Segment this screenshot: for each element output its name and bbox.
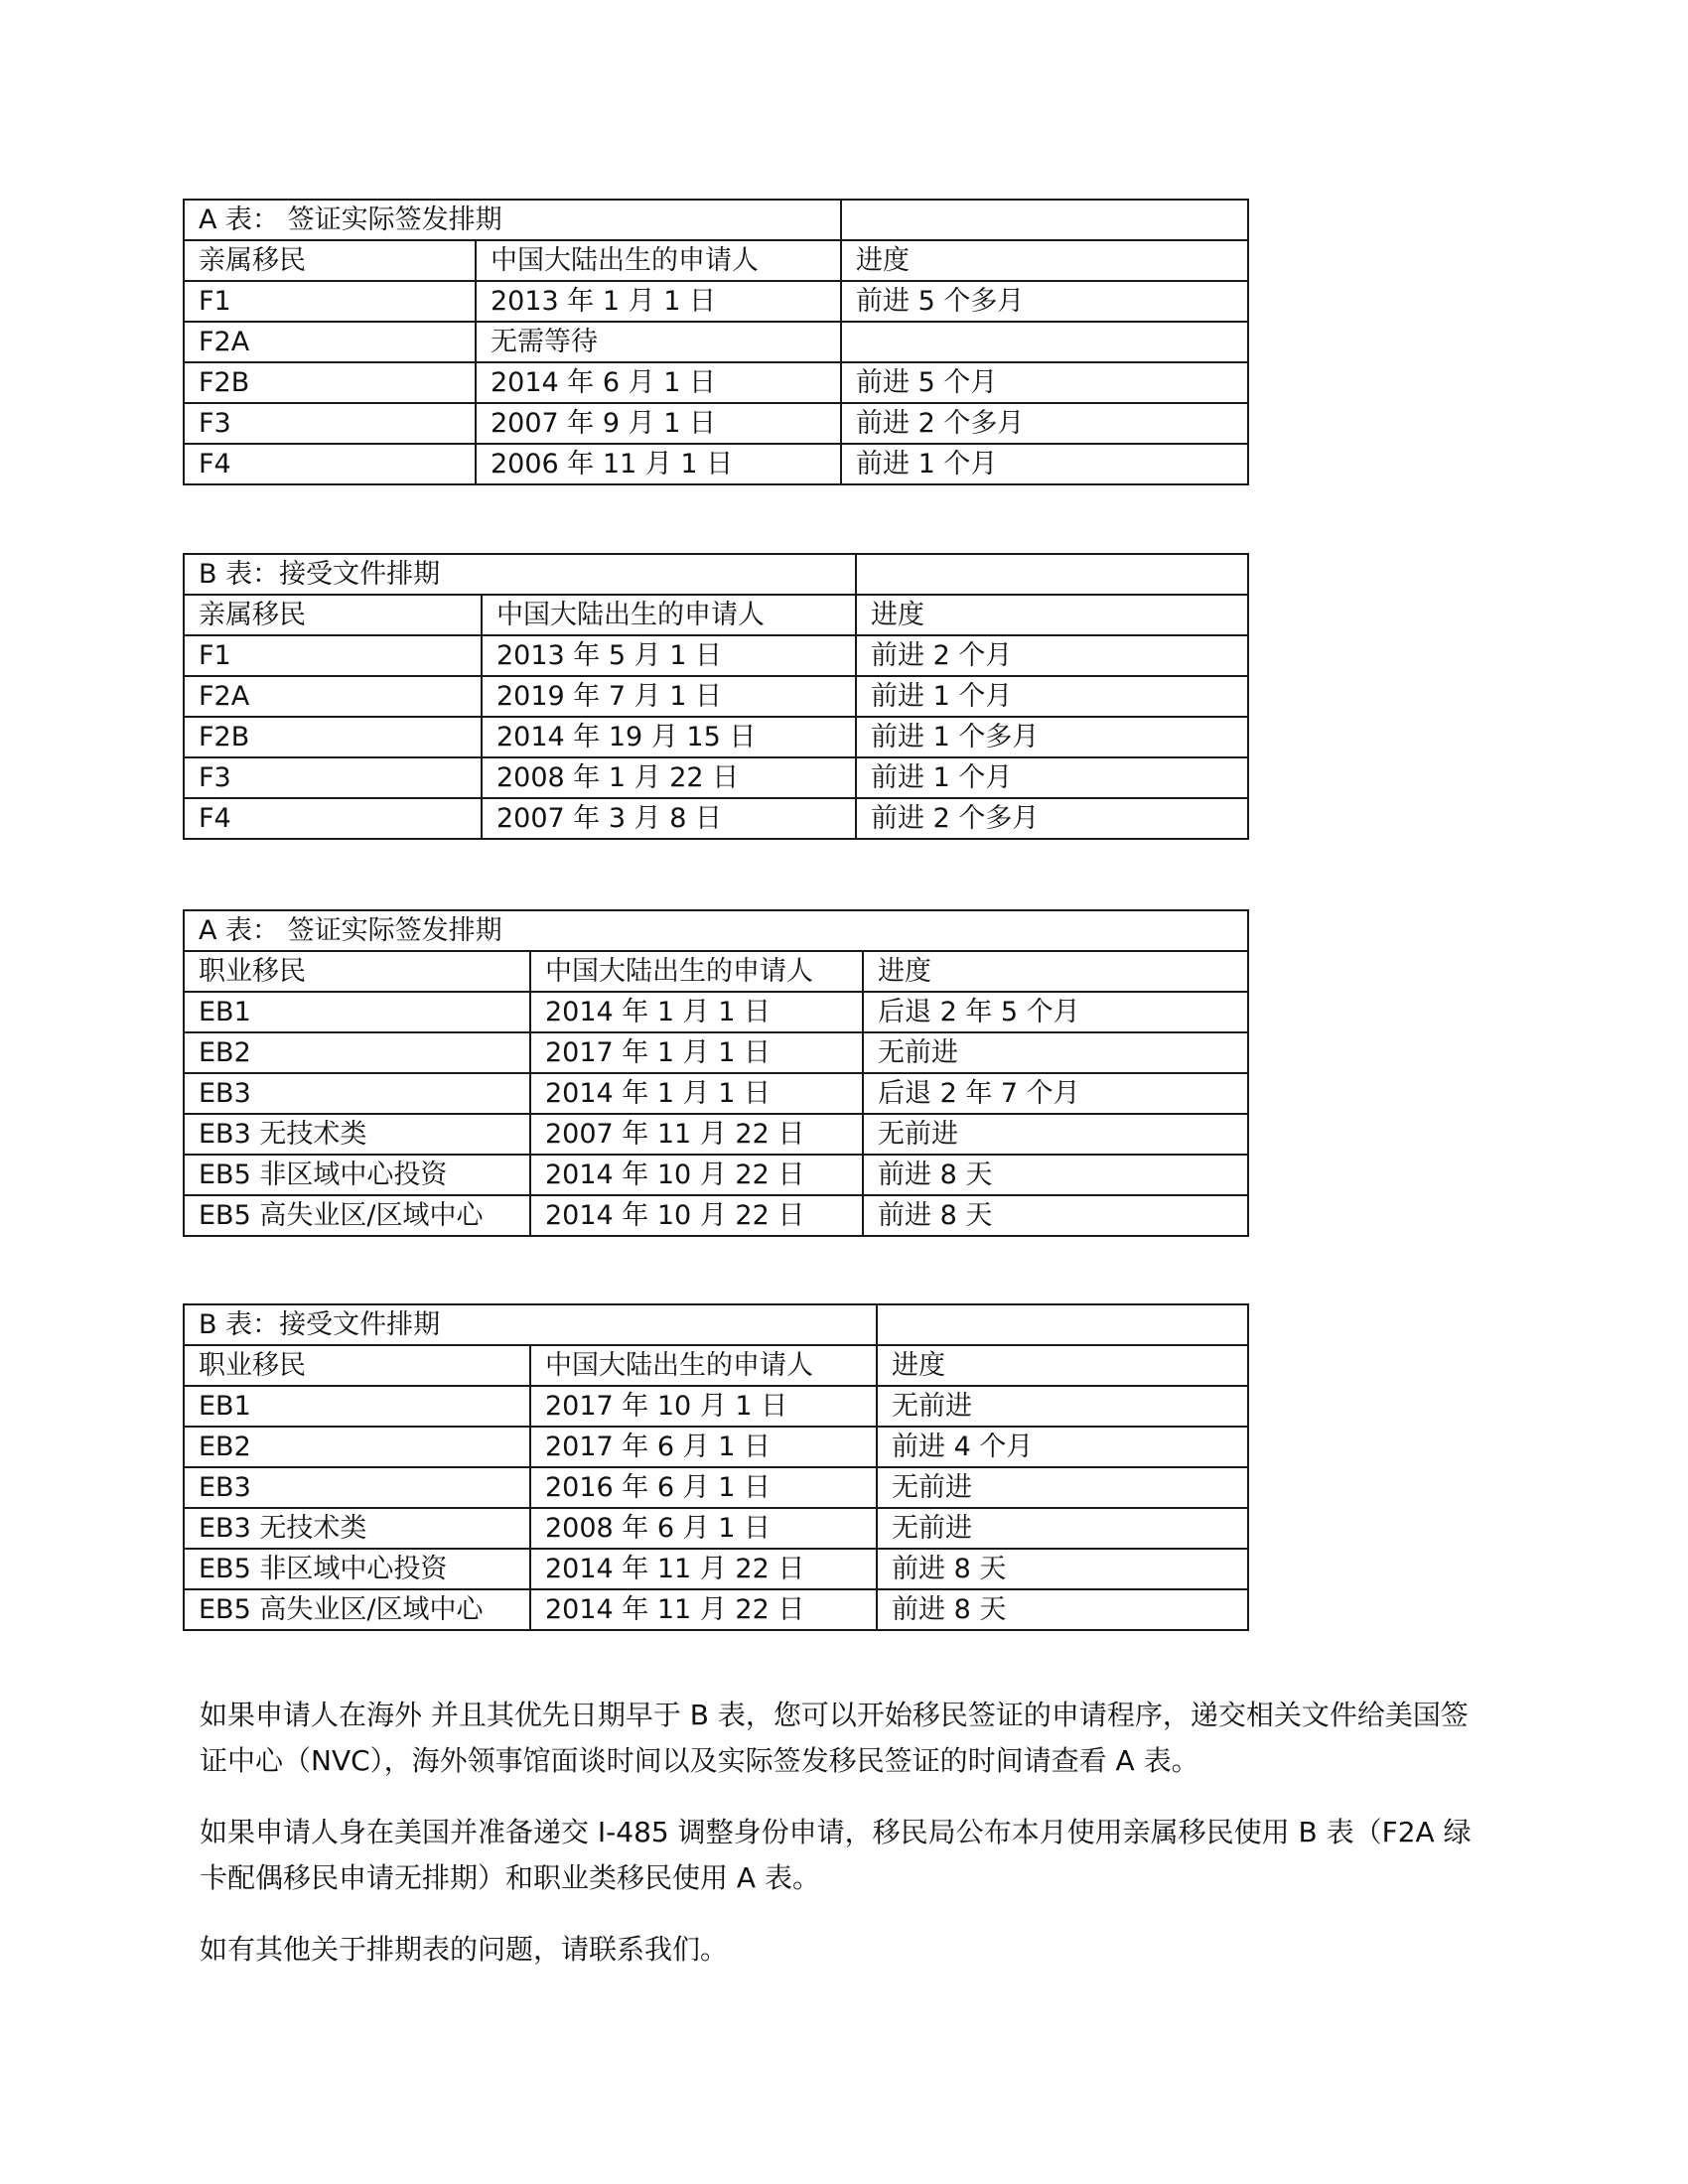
cell-date: 2008 年 1 月 22 日: [482, 757, 856, 798]
cell-date: 2014 年 1 月 1 日: [530, 992, 863, 1032]
table-row: [184, 1032, 1248, 1073]
cell-category: F3: [184, 757, 482, 798]
cell-category: EB2: [184, 1032, 530, 1073]
table-title: B 表：接受文件排期: [184, 1304, 877, 1345]
cell-date: 2014 年 10 月 22 日: [530, 1155, 863, 1195]
cell-progress: 前进 8 天: [863, 1195, 1248, 1236]
cell-date: 2019 年 7 月 1 日: [482, 676, 856, 717]
cell-category: EB3 无技术类: [184, 1114, 530, 1155]
cell-date: 2007 年 3 月 8 日: [482, 798, 856, 839]
table-title-empty-cell: [877, 1304, 1248, 1345]
table-title-empty-cell: [856, 554, 1248, 595]
cell-date: 2007 年 9 月 1 日: [476, 403, 841, 444]
table-row: [184, 1386, 1248, 1427]
cell-date: 2017 年 6 月 1 日: [530, 1427, 877, 1467]
note-paragraph-i485: 如果申请人身在美国并准备递交 I-485 调整身份申请，移民局公布本月使用亲属移民使用 B 表（F2A 绿卡配偶移民申请无排期）和职业类移民使用 A 表。: [200, 1816, 1472, 1894]
header-category: 职业移民: [184, 951, 530, 992]
cell-category: EB3 无技术类: [184, 1508, 530, 1549]
table-b-family: [183, 553, 1249, 840]
cell-progress: 无前进: [877, 1467, 1248, 1508]
table-row: [184, 992, 1248, 1032]
header-date: 中国大陆出生的申请人: [476, 240, 841, 281]
cell-category: EB3: [184, 1467, 530, 1508]
cell-date: 2013 年 1 月 1 日: [476, 281, 841, 322]
header-progress: 进度: [856, 595, 1248, 635]
header-date: 中国大陆出生的申请人: [530, 1345, 877, 1386]
cell-progress: [841, 322, 1248, 362]
cell-progress: 前进 1 个多月: [856, 717, 1248, 757]
table-header-row: [184, 240, 1248, 281]
table-row: [184, 635, 1248, 676]
cell-date: 2013 年 5 月 1 日: [482, 635, 856, 676]
table-row: [184, 1427, 1248, 1467]
cell-category: EB5 非区域中心投资: [184, 1155, 530, 1195]
cell-category: F2B: [184, 362, 476, 403]
table-row: [184, 717, 1248, 757]
table-row: [184, 281, 1248, 322]
cell-date: 2007 年 11 月 22 日: [530, 1114, 863, 1155]
table-row: [184, 798, 1248, 839]
cell-progress: 无前进: [863, 1114, 1248, 1155]
cell-category: EB5 高失业区/区域中心: [184, 1589, 530, 1630]
cell-date: 2017 年 1 月 1 日: [530, 1032, 863, 1073]
cell-category: F2B: [184, 717, 482, 757]
cell-category: F4: [184, 444, 476, 484]
table-a-family: [183, 199, 1249, 485]
table-header-row: [184, 951, 1248, 992]
table-row: [184, 403, 1248, 444]
table-row: [184, 444, 1248, 484]
cell-date: 2006 年 11 月 1 日: [476, 444, 841, 484]
cell-date: 2014 年 10 月 22 日: [530, 1195, 863, 1236]
cell-progress: 无前进: [877, 1386, 1248, 1427]
cell-progress: 后退 2 年 5 个月: [863, 992, 1248, 1032]
cell-category: EB1: [184, 992, 530, 1032]
table-title: A 表： 签证实际签发排期: [184, 200, 841, 240]
cell-date: 2008 年 6 月 1 日: [530, 1508, 877, 1549]
table-row: [184, 1508, 1248, 1549]
cell-category: F4: [184, 798, 482, 839]
cell-progress: 前进 8 天: [863, 1155, 1248, 1195]
table-row: [184, 1589, 1248, 1630]
table-title-row: [184, 1304, 1248, 1345]
cell-progress: 前进 8 天: [877, 1549, 1248, 1589]
note-paragraph-overseas: 如果申请人在海外 并且其优先日期早于 B 表，您可以开始移民签证的申请程序，递交相关文件给美国签证中心（NVC），海外领事馆面谈时间以及实际签发移民签证的时间请查看 A 表。: [200, 1699, 1469, 1777]
header-category: 职业移民: [184, 1345, 530, 1386]
table-row: [184, 1195, 1248, 1236]
cell-date: 2014 年 11 月 22 日: [530, 1549, 877, 1589]
table-header-row: [184, 1345, 1248, 1386]
table-title-row: [184, 910, 1248, 951]
table-a-employment: [183, 909, 1249, 1237]
cell-category: EB1: [184, 1386, 530, 1427]
table-row: [184, 1467, 1248, 1508]
cell-progress: 前进 1 个月: [841, 444, 1248, 484]
cell-progress: 前进 2 个多月: [856, 798, 1248, 839]
cell-category: F1: [184, 281, 476, 322]
header-category: 亲属移民: [184, 595, 482, 635]
cell-category: F2A: [184, 322, 476, 362]
table-title-empty-cell: [841, 200, 1248, 240]
cell-progress: 前进 4 个月: [877, 1427, 1248, 1467]
cell-progress: 前进 1 个月: [856, 676, 1248, 717]
table-title: B 表：接受文件排期: [184, 554, 856, 595]
cell-progress: 无前进: [877, 1508, 1248, 1549]
notes-section: [200, 1693, 1490, 1998]
header-progress: 进度: [877, 1345, 1248, 1386]
cell-progress: 前进 2 个月: [856, 635, 1248, 676]
cell-progress: 前进 1 个月: [856, 757, 1248, 798]
cell-progress: 前进 8 天: [877, 1589, 1248, 1630]
table-row: [184, 676, 1248, 717]
cell-category: EB2: [184, 1427, 530, 1467]
cell-category: EB3: [184, 1073, 530, 1114]
cell-date: 2016 年 6 月 1 日: [530, 1467, 877, 1508]
cell-category: F3: [184, 403, 476, 444]
table-title: A 表： 签证实际签发排期: [184, 910, 1248, 951]
cell-date: 2014 年 6 月 1 日: [476, 362, 841, 403]
table-title-row: [184, 554, 1248, 595]
cell-category: EB5 非区域中心投资: [184, 1549, 530, 1589]
header-progress: 进度: [863, 951, 1248, 992]
table-row: [184, 362, 1248, 403]
table-row: [184, 322, 1248, 362]
note-paragraph-contact: 如有其他关于排期表的问题，请联系我们。: [200, 1933, 729, 1966]
table-row: [184, 1155, 1248, 1195]
table-row: [184, 757, 1248, 798]
header-progress: 进度: [841, 240, 1248, 281]
cell-category: F1: [184, 635, 482, 676]
header-date: 中国大陆出生的申请人: [482, 595, 856, 635]
cell-date: 2014 年 11 月 22 日: [530, 1589, 877, 1630]
table-row: [184, 1114, 1248, 1155]
table-title-row: [184, 200, 1248, 240]
table-row: [184, 1073, 1248, 1114]
table-header-row: [184, 595, 1248, 635]
cell-category: F2A: [184, 676, 482, 717]
cell-progress: 前进 5 个多月: [841, 281, 1248, 322]
table-b-employment: [183, 1303, 1249, 1631]
cell-date: 2014 年 19 月 15 日: [482, 717, 856, 757]
cell-progress: 无前进: [863, 1032, 1248, 1073]
cell-date: 无需等待: [476, 322, 841, 362]
cell-date: 2014 年 1 月 1 日: [530, 1073, 863, 1114]
cell-progress: 前进 2 个多月: [841, 403, 1248, 444]
table-row: [184, 1549, 1248, 1589]
cell-progress: 前进 5 个月: [841, 362, 1248, 403]
cell-category: EB5 高失业区/区域中心: [184, 1195, 530, 1236]
header-category: 亲属移民: [184, 240, 476, 281]
cell-date: 2017 年 10 月 1 日: [530, 1386, 877, 1427]
header-date: 中国大陆出生的申请人: [530, 951, 863, 992]
cell-progress: 后退 2 年 7 个月: [863, 1073, 1248, 1114]
